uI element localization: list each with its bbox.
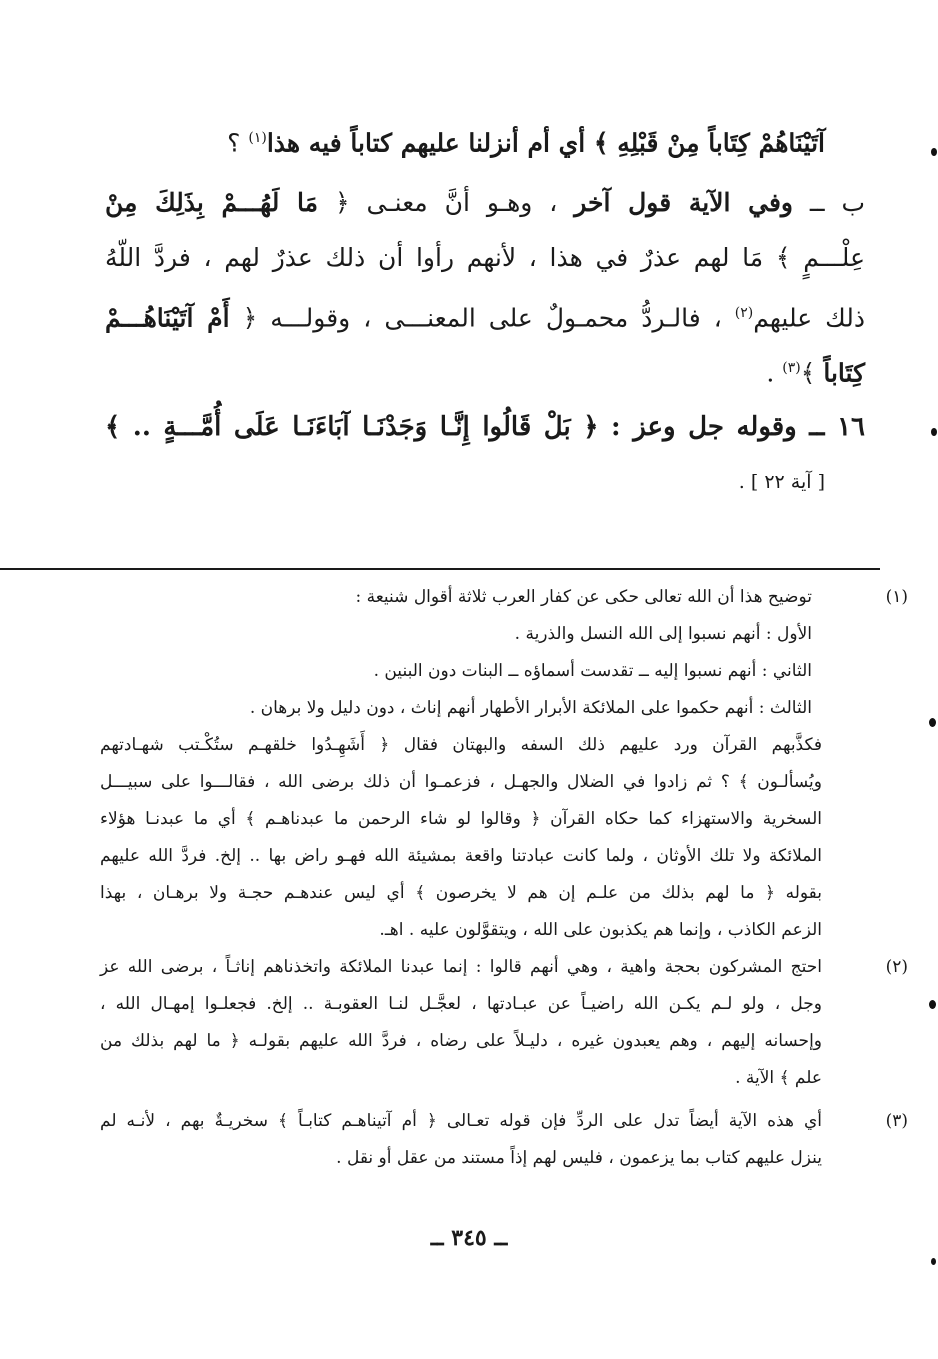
verse-reference: [ آية ٢٢ ] . — [738, 471, 825, 493]
footnote-1-line-7: السخرية والاستهزاء كما حكاه القرآن ﴿ وقالوا لو شاء الرحمن ما عبدناهـم ﴾ أي ما عبدنـا هؤلاء — [100, 809, 822, 829]
main-line-1 — [105, 118, 825, 163]
footnote-3-line-2: ينزل عليهم كتاب بما يزعمون ، فليس لهم إذاً مستند من عقل أو نقل . — [336, 1148, 822, 1168]
quran-quote: مَا لَهُـــمْ بِذَلِكَ مِنْ — [105, 188, 319, 217]
punctuation: . — [766, 358, 783, 388]
footnote-1-line-5: فكذَّبهم القرآن ورد عليهم ذلك السفه والبهتان فقال ﴿ أَشَهِـدُوا خلقهـم ستُكْـتب شهـادتهم — [100, 735, 822, 755]
text-run: ﴾ — [800, 358, 824, 388]
footnote-number-3: (٣) — [885, 1111, 908, 1131]
footnote-1-line-10: الزعم الكاذب ، وإنما هم يكذبون على الله ، ويتقوَّلون عليه . اهـ. — [379, 920, 822, 940]
footnote-1-line-2: الأول : أنهم نسبوا إلى الله النسل والذرية . — [514, 624, 812, 644]
main-line-2 — [105, 183, 865, 223]
text-run: ، فالـردُّ محمـولٌ على المعنـــى ، وقولـــه ﴿ — [229, 303, 735, 333]
footnote-2-line-2: وجل ، ولو لـم يكـن الله راضيـاً عن عبـادتها ، لعجَّـل لنـا العقوبـة .. إلخ. فجعلـوا إمهـال الله ، — [100, 994, 822, 1014]
footnote-1-line-6: ويُسألـون ﴾ ؟ ثم زادوا في الضلال والجهـل ، فزعمـوا أن ذلك برضى الله ، فقالـــوا على سبيـــل — [100, 772, 822, 792]
footnote-2-line-4: علم ﴾ الآية . — [735, 1068, 822, 1088]
footnote-2-line-3: وإحسانه إليهم ، وهم يعبدون غيره ، دليـلاً على رضاه ، فردَّ الله عليهم بقولـه ﴿ ما لهم بذلك من — [100, 1031, 822, 1051]
page-number: ــ ٣٤٥ ــ — [430, 1225, 508, 1251]
margin-mark — [929, 718, 936, 727]
margin-mark — [931, 428, 937, 436]
text-run: ذلك عليهم — [753, 303, 866, 333]
footnote-1-line-4: الثالث : أنهم حكموا على الملائكة الأبرار الأطهار أنهم إناث ، دون دليل ولا برهان . — [249, 698, 812, 718]
quran-quote: كِتَاباً — [823, 358, 865, 388]
main-line-4 — [105, 293, 865, 338]
footnote-ref-1[interactable]: (١) — [248, 130, 267, 146]
footnote-1-line-3: الثاني : أنهم نسبوا إليه ــ تقدست أسماؤه ــ البنات دون البنين . — [373, 661, 812, 681]
footnote-1-line-8: الملائكة ولا تلك الأوثان ، ولما كانت عبادتنا واقعة بمشيئة الله فهـو راض بها .. إلخ. فردَّ الله عليهم — [100, 846, 822, 866]
punctuation: ؟ — [227, 128, 249, 158]
main-line-3 — [105, 238, 865, 278]
footnote-separator — [0, 568, 880, 570]
footnote-ref-3[interactable]: (٣) — [782, 360, 801, 376]
margin-mark — [929, 1000, 936, 1009]
footnote-number-2: (٢) — [885, 957, 908, 977]
bold-heading: وفي الآية قول آخر — [574, 188, 793, 217]
quran-quote: آتَيْنَاهُمْ كِتَاباً مِنْ قَبْلِهِ ﴾ أي أم أنزلنا عليهم كتاباً فيه هذا — [266, 128, 825, 158]
footnote-number-1: (١) — [885, 587, 908, 607]
margin-mark — [931, 1258, 936, 1265]
text-run: ، وهـو أنَّ معنـى ﴿ — [318, 188, 575, 217]
main-line-6: ١٦ ــ وقوله جل وعز : ﴿ بَلْ قَالُوا إِنَّـا وَجَدْنَـا آبَاءَنَـا عَلَى أُمَّـــةٍ .. ﴾ — [105, 412, 866, 442]
text-run: عِلْـــمٍ ﴾ مَا لهم عذرٌ في هذا ، لأنهم رأوا أن ذلك عذرٌ لهم ، فردَّ اللّهُ — [105, 243, 865, 272]
footnote-3-line-1: أي هذه الآية أيضاً تدل على الردِّ فإن قوله تعـالى ﴿ أم آتيناهـم كتابـاً ﴾ سخريـةٌ بهم ، لأنـه لم — [100, 1111, 822, 1131]
footnote-2-line-1: احتج المشركون بحجة واهية ، وهي أنهم قالوا : إنما عبدنا الملائكة واتخذناهم إناثـاً ، برضى الله عز — [100, 957, 822, 977]
item-label: ب ــ — [792, 188, 866, 217]
footnote-ref-2[interactable]: (٢) — [734, 305, 754, 321]
margin-mark — [931, 148, 937, 156]
main-line-5 — [105, 348, 865, 393]
footnote-1-line-9: بقوله ﴿ ما لهم بذلك من علـم إن هم لا يخرصون ﴾ أي ليس عندهـم حجـة ولا برهـان ، بهذا — [100, 883, 822, 903]
quran-quote: أَمْ آتَيْنَاهُـــمْ — [105, 303, 230, 333]
footnote-1-line-1: توضيح هذا أن الله تعالى حكى عن كفار العرب ثلاثة أقوال شنيعة : — [355, 587, 812, 607]
